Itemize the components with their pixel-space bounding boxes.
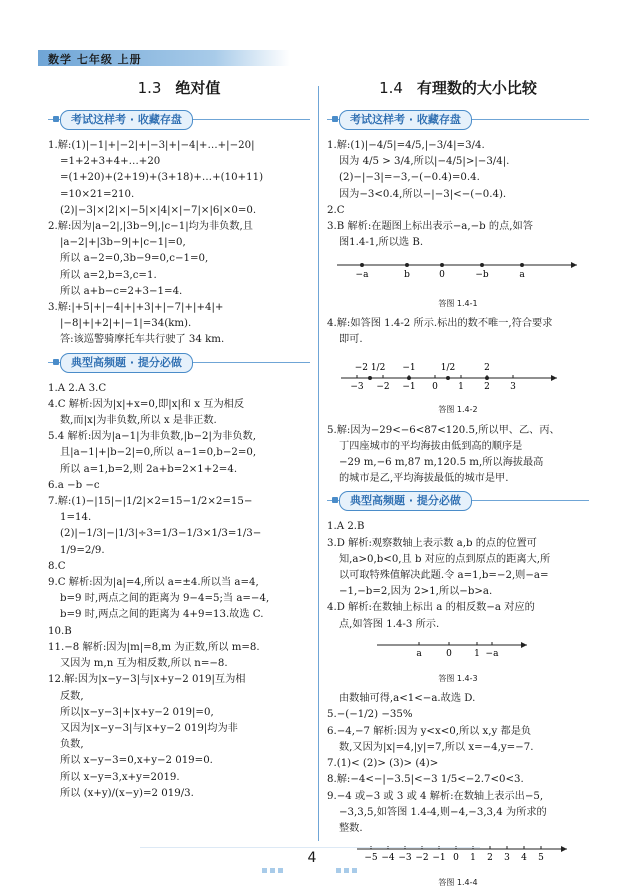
section-number: 1.4 <box>379 79 403 97</box>
answer-line: 2.C <box>327 204 345 216</box>
answer-line: (2)|−3|×|2|×|−5|×|4|×|−7|×|6|×0=0. <box>60 204 257 216</box>
answer-line: 7.(1)< (2)> (3)> (4)> <box>327 758 439 770</box>
page-number: 4 <box>307 850 317 866</box>
answer-line: =(1+20)+(2+19)+(3+18)+…+(10+11) <box>60 172 264 184</box>
footer-dots-right <box>336 858 360 863</box>
number-line-figure-3 <box>327 637 589 661</box>
answers-block <box>327 519 589 632</box>
banner-label: 典型高频题 · 提分必做 <box>60 353 193 373</box>
answer-line: |−8|+|+2|+|−1|=34(km). <box>60 318 192 330</box>
answer-line: 丁四座城市的平均海拔由低到高的顺序是 <box>339 440 523 452</box>
number-line-arrow <box>571 262 577 268</box>
number-line-label: 3 <box>510 382 516 393</box>
figure-caption: 答图 1.4-1 <box>438 298 478 308</box>
answer-line: 5.解:因为−29<−6<87<120.5,所以甲、乙、丙、 <box>327 424 560 436</box>
answer-line: 4.D 解析:在数轴上标出 a 的相反数−a 对应的 <box>327 602 535 614</box>
answer-line: 又因为 m,n 互为相反数,所以 n=−8. <box>60 658 228 670</box>
number-line-label: 3 <box>504 853 510 864</box>
number-line-label: −3 <box>398 853 412 864</box>
answer-line: (2)−|−3|=−3,−(−0.4)=0.4. <box>339 172 480 184</box>
number-line-label: 1 <box>470 853 476 864</box>
number-line-label: a <box>416 648 422 659</box>
section-heading: 有理数的大小比较 <box>416 79 537 97</box>
number-line-point <box>407 376 411 380</box>
section-title-right <box>327 72 589 106</box>
banner-label: 考试这样考 · 收藏存盘 <box>60 110 193 130</box>
answer-line: 1.解:(1)|−1|+|−2|+|−3|+|−4|+…+|−20| <box>48 140 255 151</box>
answers-block <box>327 691 589 837</box>
section-title-left <box>48 72 310 106</box>
number-line-point <box>480 263 484 267</box>
number-line-label: −5 <box>364 853 378 864</box>
answer-line: =1+2+3+4+…+20 <box>60 156 161 168</box>
number-line-label: −1 <box>432 853 446 864</box>
section-number: 1.3 <box>137 79 162 97</box>
section-heading: 绝对值 <box>175 79 221 97</box>
answer-line: 所以 x−y−3=0,x+y−2 019=0. <box>60 755 213 767</box>
banner-exam <box>327 108 589 132</box>
number-line-label: 0 <box>432 382 438 393</box>
number-line-figure-2 <box>327 352 589 392</box>
number-line-label: −3 <box>350 382 364 393</box>
number-line-label: 2 <box>484 363 490 374</box>
answer-line: 图1.4-1,所以选 B. <box>339 237 424 249</box>
number-line-point <box>360 263 364 267</box>
answer-line: 3.D 解析:观察数轴上表示数 a,b 的点的位置可 <box>327 537 537 549</box>
number-line-label: −a <box>485 648 499 659</box>
number-line-label: −a <box>355 270 369 281</box>
answer-line: 2.解:因为|a−2|,|3b−9|,|c−1|均为非负数,且 <box>48 221 253 233</box>
answer-line: 1=14. <box>60 512 92 524</box>
number-line-arrow <box>521 642 527 648</box>
left-column <box>48 72 310 802</box>
number-line-label: a <box>519 270 525 281</box>
number-line-label: −2 <box>376 382 390 393</box>
answer-line: 1.A 2.A 3.C <box>48 382 107 394</box>
answer-line: 6.a −b −c <box>48 479 100 491</box>
answer-line: 且|a−1|+|b−2|=0,所以 a−1=0,b−2=0, <box>60 447 257 459</box>
answer-line: 知,a>0,b<0,且 b 对应的点到原点的距离大,所 <box>339 553 551 565</box>
answer-line: 3.解:|+5|+|−4|+|+3|+|−7|+|+4|+ <box>48 302 224 314</box>
answers-block <box>327 423 589 488</box>
number-line-point <box>485 376 489 380</box>
number-line-label: 0 <box>453 853 459 864</box>
answer-line: 因为 4/5 > 3/4,所以|−4/5|>|−3/4|. <box>339 156 510 168</box>
figure-caption: 答图 1.4-3 <box>438 674 478 684</box>
number-line-point <box>520 263 524 267</box>
number-line-label: −2 <box>415 853 429 864</box>
number-line-label: −1 <box>402 363 416 374</box>
answer-line: 11.−8 解析:因为|m|=8,m 为正数,所以 m=8. <box>48 641 260 653</box>
answer-line: |a−2|+|3b−9|+|c−1|=0, <box>60 237 186 249</box>
answer-line: b=9 时,两点之间的距离为 9−4=5;当 a=−4, <box>60 593 270 605</box>
answer-line: 所以 a=2,b=3,c=1. <box>60 269 157 281</box>
banner-label: 典型高频题 · 提分必做 <box>339 491 472 511</box>
banner-practice <box>327 489 589 513</box>
answer-line: −3,3,5,如答图 1.4-4,则−4,−3,3,4 为所求的 <box>339 806 547 818</box>
answer-line: 1.解:(1)|−4/5|=4/5,|−3/4|=3/4. <box>327 140 485 151</box>
answer-line: 答:该巡警骑摩托车共行驶了 34 km. <box>60 334 225 346</box>
answer-line: 4.C 解析:因为|x|+x=0,即|x|和 x 互为相反 <box>48 398 245 410</box>
answer-line: 整数. <box>339 822 363 834</box>
answer-line: 所以 a+b−c=2+3−1=4. <box>60 285 183 297</box>
number-line-label: −1 <box>402 382 416 393</box>
answer-line: 以可取特殊值解决此题.令 a=1,b=−2,则−a= <box>339 570 549 582</box>
number-line-point <box>446 376 450 380</box>
answer-line: 8.解:−4<−|−3.5|<−3 1/5<−2.7<0<3. <box>327 774 524 786</box>
answer-line: 所以 x−y=3,x+y=2019. <box>60 771 180 783</box>
answer-line: 数,而|x|为非负数,所以 x 是非正数. <box>60 415 217 427</box>
footer-line <box>140 847 480 848</box>
number-line-label: 0 <box>439 270 445 281</box>
answer-line: 负数, <box>60 739 84 751</box>
answer-line: =10×21=210. <box>60 188 135 200</box>
answer-line: 8.C <box>48 560 66 572</box>
answer-line: 所以 a−2=0,3b−9=0,c−1=0, <box>60 253 209 265</box>
answer-line: (2)|−1/3|−|1/3|÷3=1/3−1/3×1/3=1/3− <box>60 528 262 540</box>
answer-line: 7.解:(1)−|15|−|1/2|×2=15−1/2×2=15− <box>48 496 253 508</box>
answer-line: 9.C 解析:因为|a|=4,所以 a=±4.所以当 a=4, <box>48 577 259 589</box>
answer-line: 4.解:如答图 1.4-2 所示.标出的数不唯一,符合要求 <box>327 317 553 329</box>
banner-exam <box>48 108 310 132</box>
banner-practice <box>48 351 310 375</box>
number-line-point <box>368 376 372 380</box>
figure-caption: 答图 1.4-2 <box>438 405 478 415</box>
header-text: 数学 七年级 上册 <box>48 53 142 66</box>
answer-line: 6.−4,−7 解析:因为 y<x<0,所以 x,y 都是负 <box>327 725 532 737</box>
answer-line: b=9 时,两点之间的距离为 4+9=13.故选 C. <box>60 609 264 621</box>
answer-line: 所以|x−y−3|+|x+y−2 019|=0, <box>60 706 214 718</box>
answer-line: 又因为|x−y−3|与|x+y−2 019|均为非 <box>60 722 238 734</box>
answers-block <box>48 138 310 349</box>
answer-line: 3.B 解析:在题图上标出表示−a,−b 的点,如答 <box>327 221 533 233</box>
number-line-label: b <box>404 270 410 281</box>
answer-line: 12.解:因为|x−y−3|与|x+y−2 019|互为相 <box>48 674 246 686</box>
answer-line: −1,−b=2,因为 2>1,所以−b>a. <box>339 586 493 598</box>
number-line-label: 2 <box>487 853 493 864</box>
number-line-label: 1 <box>474 648 480 659</box>
answers-block <box>327 316 589 348</box>
figure-caption: 答图 1.4-4 <box>438 878 478 888</box>
number-line-point <box>440 263 444 267</box>
number-line-label: 1 <box>458 382 464 393</box>
answer-line: −29 m,−6 m,87 m,120.5 m,所以海拔最高 <box>339 457 544 469</box>
answer-line: 5.−(−1/2) −35% <box>327 709 413 721</box>
answer-line: 9.−4 或−3 或 3 或 4 解析:在数轴上表示出−5, <box>327 790 544 802</box>
answer-line: 10.B <box>48 625 72 637</box>
number-line-arrow <box>551 375 557 381</box>
answer-line: 5.4 解析:因为|a−1|为非负数,|b−2|为非负数, <box>48 431 256 443</box>
number-line-point <box>405 263 409 267</box>
number-line-label: −2 1/2 <box>354 363 386 374</box>
answer-line: 所以 a=1,b=2,则 2a+b=2×1+2=4. <box>60 463 238 475</box>
number-line-label: 5 <box>538 853 544 864</box>
number-line-label: −4 <box>381 853 395 864</box>
answer-line: 反数, <box>60 690 84 702</box>
number-line-label: 1/2 <box>440 363 456 374</box>
right-column <box>327 72 589 896</box>
number-line-label: 0 <box>446 648 452 659</box>
answer-line: 的城市是乙,平均海拔最低的城市是甲. <box>339 473 509 485</box>
answer-line: 1.A 2.B <box>327 521 365 533</box>
answer-line: 点,如答图 1.4-3 所示. <box>339 618 440 630</box>
number-line-label: 4 <box>521 853 527 864</box>
number-line-label: 2 <box>484 382 490 393</box>
answer-line: 1/9=2/9. <box>60 544 105 556</box>
answers-block <box>48 381 310 802</box>
answer-line: 数,又因为|x|=4,|y|=7,所以 x=−4,y=−7. <box>339 741 534 753</box>
answer-line: 即可. <box>339 334 363 346</box>
answer-line: 由数轴可得,a<1<−a.故选 D. <box>339 693 476 705</box>
banner-label: 考试这样考 · 收藏存盘 <box>339 110 472 130</box>
column-divider <box>318 86 319 841</box>
answers-block <box>327 138 589 251</box>
answer-line: 所以 (x+y)/(x−y)=2 019/3. <box>60 787 194 799</box>
answer-line: 因为−3<0.4,所以−|−3|<−(−0.4). <box>339 188 507 200</box>
number-line-label: −b <box>475 270 489 281</box>
number-line-figure-1 <box>327 255 589 285</box>
